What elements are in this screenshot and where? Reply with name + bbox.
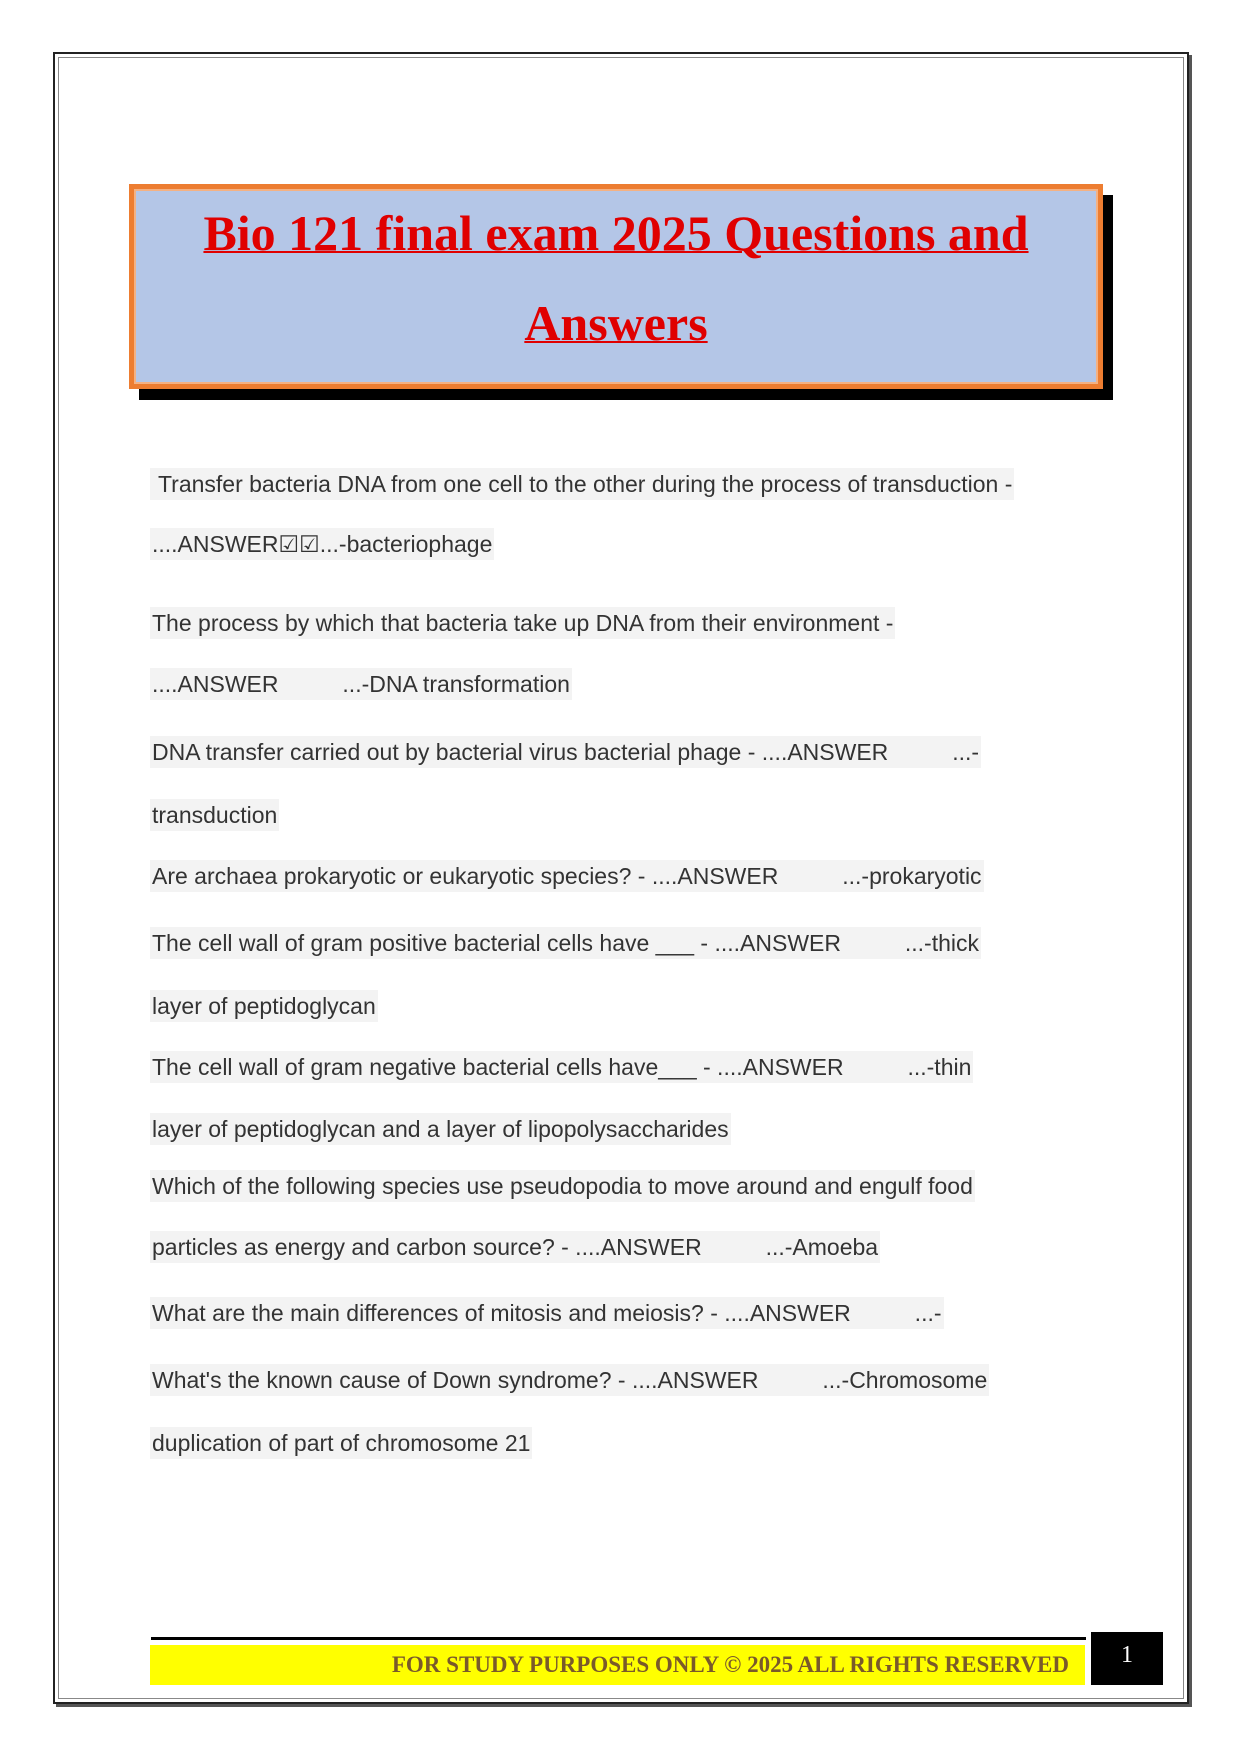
qa-line: transduction	[150, 799, 279, 831]
document-title-line-1: Bio 121 final exam 2025 Questions and	[203, 205, 1029, 261]
qa-line: Transfer bacteria DNA from one cell to the other during the process of transduction -	[150, 468, 1014, 500]
qa-line: The cell wall of gram negative bacterial cells have___ - ....ANSWER ...-thin	[150, 1051, 973, 1083]
qa-line: particles as energy and carbon source? - ....ANSWER ...-Amoeba	[150, 1231, 880, 1263]
qa-line: What are the main differences of mitosis and meiosis? - ....ANSWER ...-	[150, 1297, 944, 1329]
document-title-line-2: Answers	[524, 295, 708, 351]
qa-line: layer of peptidoglycan	[150, 990, 378, 1022]
footer-notice: FOR STUDY PURPOSES ONLY © 2025 ALL RIGHTS RESERVED	[150, 1645, 1085, 1685]
qa-line: ....ANSWER☑☑...-bacteriophage	[150, 528, 494, 560]
title-box	[129, 184, 1103, 389]
page-number: 1	[1091, 1632, 1163, 1685]
qa-line: ....ANSWER ...-DNA transformation	[150, 668, 572, 700]
qa-line: What's the known cause of Down syndrome? - ....ANSWER ...-Chromosome	[150, 1364, 989, 1396]
qa-line: Which of the following species use pseudopodia to move around and engulf food	[150, 1170, 975, 1202]
footer-rule	[151, 1637, 1086, 1640]
qa-line: DNA transfer carried out by bacterial virus bacterial phage - ....ANSWER ...-	[150, 736, 981, 768]
qa-line: The process by which that bacteria take up DNA from their environment -	[150, 607, 895, 639]
qa-line: layer of peptidoglycan and a layer of lipopolysaccharides	[150, 1113, 731, 1145]
qa-line: duplication of part of chromosome 21	[150, 1427, 532, 1459]
qa-line: The cell wall of gram positive bacterial cells have ___ - ....ANSWER ...-thick	[150, 927, 981, 959]
qa-line: Are archaea prokaryotic or eukaryotic species? - ....ANSWER ...-prokaryotic	[150, 860, 984, 892]
